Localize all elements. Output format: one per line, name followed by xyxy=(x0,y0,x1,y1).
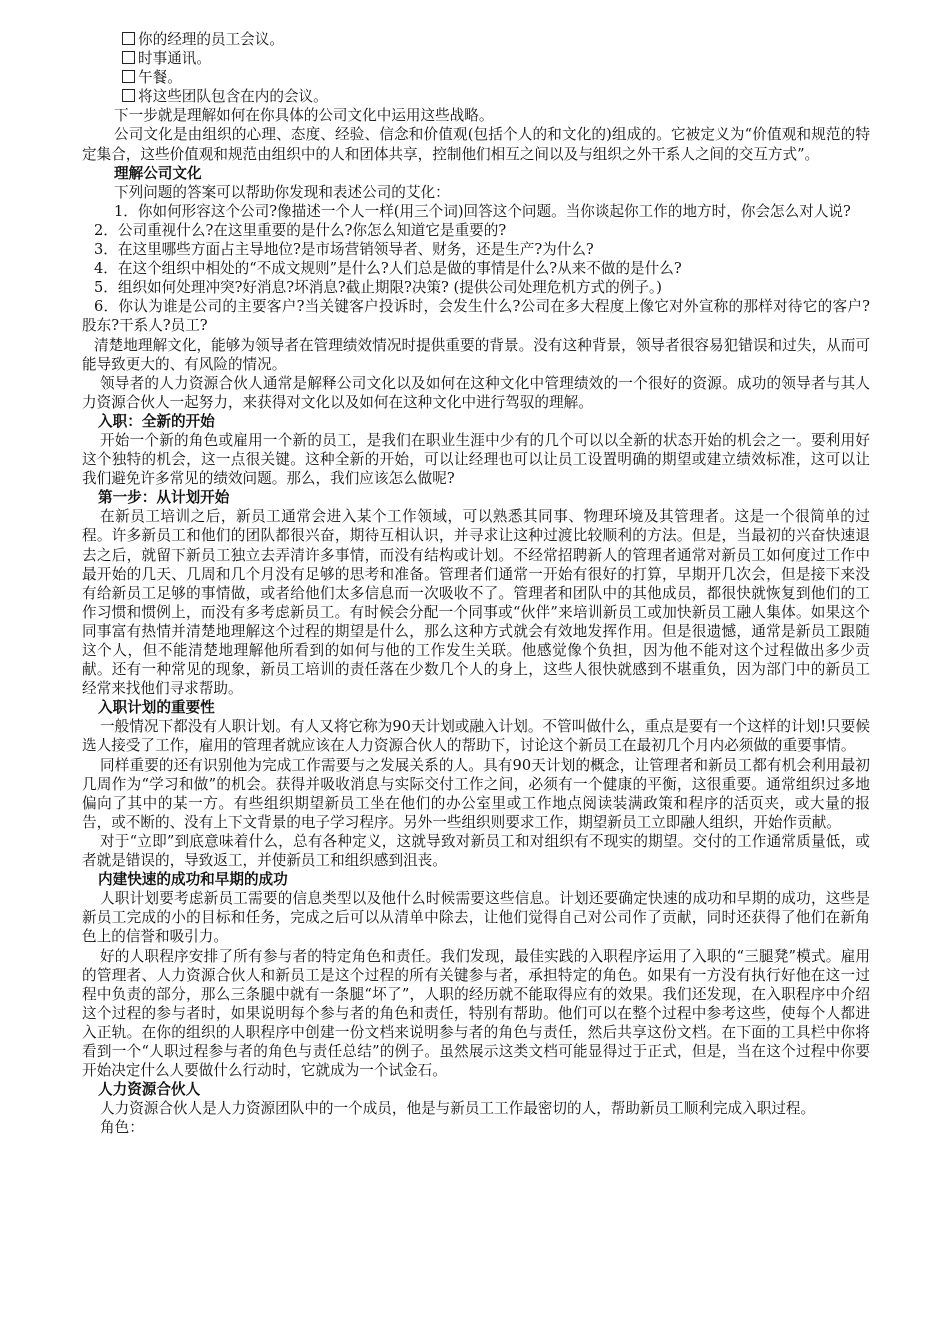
checklist-item-text: 将这些团队包含在内的会议。 xyxy=(138,88,328,106)
body-paragraph: 好的人职程序安排了所有参与者的特定角色和责任。我们发现，最佳实践的入职程序运用了入职的“三腿凳”模式。雇用的管理者、人力资源合伙人和新员工是这个过程的所有关键参与者，承担特定的角色。如果有一方没有执行好他在这一过程中负责的部分，那么三条腿中就有一条腿“坏了”，人职的经历就不能取得应有的效果。我们还发现，在入职程序中介绍这个过程的参与者时，如果说明每个参与者的角色和责任，特别有帮助。他们可以在整个过程中参考这些，使每个人都进入正轨。在你的组织的人职程序中创建一份文档来说明参与者的角色与责任，然后共享这份文档。在下面的工具栏中你将看到一个“人职过程参与者的角色与责任总结”的例子。虽然展示这类文档可能显得过于正式，但是，当在这个过程中你要开始决定什么人要做什么行动时，它就成为一个试金石。 xyxy=(82,947,870,1080)
body-paragraph: 同样重要的还有识别他为完成工作需要与之发展关系的人。具有90天计划的概念，让管理者和新员工都有机会利用最初几周作为“学习和做”的机会。获得并吸收消息与实际交付工作之间，必须有一个健康的平衡，这很重要。通常组织过多地偏向了其中的某一方。有些组织期望新员工坐在他们的办公室里或工作地点阅读装满政策和程序的活页夹，或大量的报告，或不断的、没有上下文背景的电子学习程序。另外一些组织则要求工作，期望新员工立即融人组织，开始作贡献。 xyxy=(82,756,870,831)
question-item: 6．你认为谁是公司的主要客户?当关键客户投诉时，会发生什么?公司在多大程度上像它对外宣称的那样对待它的客户?股东?干系人?员工? xyxy=(82,298,870,335)
body-paragraph: 清楚地理解文化，能够为领导者在管理绩效情况时提供重要的背景。没有这种背景，领导者很容易犯错误和过失，从而可能导致更大的、有风险的情况。 xyxy=(82,336,870,373)
body-paragraph: 一般情况下都没有人职计划。有人又将它称为90天计划或融入计划。不管叫做什么，重点是要有一个这样的计划!只要候选人接受了工作，雇用的管理者就应该在人力资源合伙人的帮助下，讨论这个新员工在最初几个月内必须做的重要事情。 xyxy=(82,718,870,755)
checklist-item-text: 午餐。 xyxy=(138,69,182,87)
checkbox-icon xyxy=(122,70,135,83)
checkbox-icon xyxy=(122,89,135,102)
section-heading: 入职计划的重要性 xyxy=(98,699,215,717)
section-heading: 内建快速的成功和早期的成功 xyxy=(98,871,288,889)
body-paragraph: 领导者的人力资源合伙人通常是解释公司文化以及如何在这种文化中管理绩效的一个很好的资源。成功的领导者与其人力资源合伙人一起努力，来获得对文化以及如何在这种文化中进行驾驭的理解。 xyxy=(82,374,870,411)
body-paragraph: 下一步就是理解如何在你具体的公司文化中运用这些战略。 xyxy=(114,107,494,125)
body-paragraph: 人职计划要考虑新员工需要的信息类型以及他什么时候需要这些信息。计划还要确定快速的成功和早期的成功，这些是新员工完成的小的目标和任务，完成之后可以从清单中除去，让他们觉得自己对公司作了贡献，同时还获得了他们在新角色上的信誉和吸引力。 xyxy=(82,890,870,946)
checklist-item xyxy=(82,68,870,87)
checklist-item-text: 时事通讯。 xyxy=(138,50,211,68)
body-paragraph: 对于“立即”到底意味着什么，总有各种定义，这就导致对新员工和对组织有不现实的期望。交付的工作通常质量低，或者就是错误的，导致返工，并使新员工和组织感到沮丧。 xyxy=(82,832,870,870)
body-paragraph: 公司文化是由组织的心理、态度、经验、信念和价值观(包括个人的和文化的)组成的。它被定义为“价值观和规范的特定集合，这些价值观和规范由组织中的人和团体共享，控制他们相互之间以及与组织之外干系人之间的交互方式”。 xyxy=(82,126,870,163)
section-heading: 理解公司文化 xyxy=(114,164,202,182)
checklist-item xyxy=(82,87,870,106)
roles-label: 角色： xyxy=(100,1119,144,1137)
checklist-item xyxy=(82,49,870,68)
checkbox-icon xyxy=(122,51,135,64)
body-paragraph: 人力资源合伙人是人力资源团队中的一个成员，他是与新员工工作最密切的人，帮助新员工顺利完成入职过程。 xyxy=(100,1100,816,1118)
question-item: 2．公司重视什么?在这里重要的是什么?你怎么知道它是重要的? xyxy=(94,221,507,239)
checkbox-icon xyxy=(122,32,135,45)
section-heading: 入职：全新的开始 xyxy=(98,412,215,430)
question-item: 5．组织如何处理冲突?好消息?坏消息?截止期限?决策? (提供公司处理危机方式的例子。) xyxy=(94,279,662,297)
checklist-item xyxy=(82,30,870,49)
question-item: 4．在这个组织中相处的“不成文规则”是什么?人们总是做的事情是什么?从来不做的是什么? xyxy=(94,260,682,278)
section-heading: 第一步：从计划开始 xyxy=(98,489,230,507)
body-paragraph: 下列问题的答案可以帮助你发现和表述公司的艾化： xyxy=(114,183,450,201)
question-item: 3．在这里哪些方面占主导地位?是市场营销领导者、财务，还是生产?为什么? xyxy=(94,241,594,259)
body-paragraph: 开始一个新的角色或雇用一个新的员工，是我们在职业生涯中少有的几个可以以全新的状态开始的机会之一。要利用好这个独特的机会，这一点很关键。这种全新的开始，可以让经理也可以让员工设置明确的期望或建立绩效标准，这可以让我们避免许多常见的绩效问题。那么，我们应该怎么做呢? xyxy=(82,431,870,488)
section-heading: 人力资源合伙人 xyxy=(98,1081,201,1099)
checklist-item-text: 你的经理的员工会议。 xyxy=(138,31,284,48)
body-paragraph: 在新员工培训之后，新员工通常会进入某个工作领域，可以熟悉其同事、物理环境及其管理者。这是一个很简单的过程。许多新员工和他们的团队都很兴奋，期待互相认识，并寻求让这种过渡比较顺利的方法。但是，当最初的兴奋快速退去之后，就留下新员工独立去弄清许多事情，而没有结构或计划。不经常招聘新人的管理者通常对新员工如何度过工作中最开始的几天、几周和几个月没有足够的思考和准备。管理者们通常一开始有很好的打算，早期开几次会，但是接下来没有给新员工足够的事情做，或者给他们太多信息而一次吸收不了。管理者和团队中的其他成员，都很快就恢复到他们的工作习惯和惯例上，而没有多考虑新员工。有时候会分配一个同事或“伙伴”来培训新员工或加快新员工融人集体。如果这个同事富有热情并清楚地理解这个过程的期望是什么，那么这种方式就会有效地发挥作用。但是很遗憾，通常是新员工跟随这个人，但不能清楚地理解他所看到的如何与他的工作发生关联。他感觉像个负担，因为他不能对这个过程做出多少贡献。还有一种常见的现象，新员工培训的责任落在少数几个人的身上，这些人很快就感到不堪重负，因为部门中的新员工经常来找他们寻求帮助。 xyxy=(82,508,870,698)
question-item: 1．你如何形容这个公司?像描述一个人一样(用三个词)回答这个问题。当你谈起你工作的地方时，你会怎么对人说? xyxy=(114,202,851,220)
